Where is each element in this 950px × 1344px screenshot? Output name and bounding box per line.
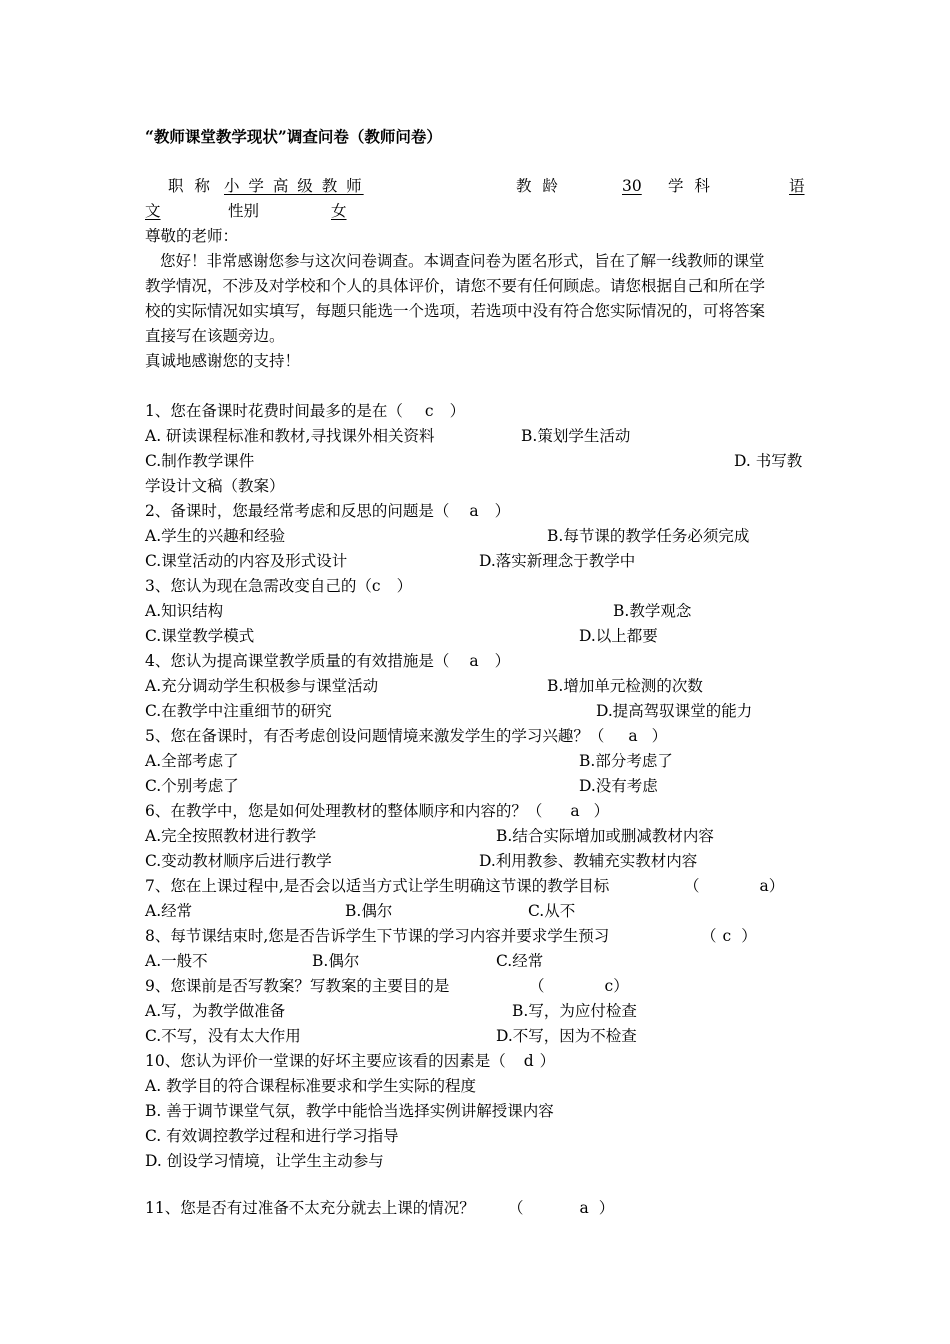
xueke-field-cont[interactable] <box>145 201 225 221</box>
q8-option-c: C.经常 <box>496 952 544 970</box>
question-9: 9、您课前是否写教案？写教案的主要目的是 <box>145 977 450 995</box>
q5-option-a: A.全部考虑了 <box>145 752 239 770</box>
q10-option-c: C. 有效调控教学过程和进行学习指导 <box>145 1127 399 1145</box>
question-4: 4、您认为提高课堂教学质量的有效措施是（ a ） <box>145 652 511 670</box>
intro-line: 直接写在该题旁边。 <box>145 327 285 345</box>
intro-line: 您好！非常感谢您参与这次问卷调查。本调查问卷为匿名形式，旨在了解一线教师的课堂 <box>160 252 765 270</box>
zhicheng-field[interactable] <box>210 176 512 196</box>
q4-option-a: A.充分调动学生积极参与课堂活动 <box>145 677 379 695</box>
q4-option-c: C.在教学中注重细节的研究 <box>145 702 332 720</box>
xueke-label: 学 科 <box>668 177 713 195</box>
answer-9: c <box>604 977 614 995</box>
intro-line: 校的实际情况如实填写，每题只能选一个选项，若选项中没有符合您实际情况的，可将答案 <box>145 302 766 320</box>
q2-option-b: B.每节课的教学任务必须完成 <box>547 527 750 545</box>
q2-option-a: A.学生的兴趣和经验 <box>145 527 286 545</box>
q1-option-b: B.策划学生活动 <box>521 427 631 445</box>
question-7: 7、您在上课过程中,是否会以适当方式让学生明确这节课的教学目标 <box>145 877 610 895</box>
answer-5: a <box>628 727 638 745</box>
q10-option-b: B. 善于调节课堂气氛，教学中能恰当选择实例讲解授课内容 <box>145 1102 554 1120</box>
answer-8: c <box>722 927 732 945</box>
xueke-field[interactable] <box>707 176 807 196</box>
q5-option-c: C.个别考虑了 <box>145 777 239 795</box>
q5-option-d: D.没有考虑 <box>579 777 658 795</box>
question-11: 11、您是否有过准备不太充分就去上课的情况？ <box>145 1199 475 1217</box>
page-title: “教师课堂教学现状”调查问卷（教师问卷） <box>145 127 442 146</box>
q9-option-b: B.写，为应付检查 <box>512 1002 637 1020</box>
q2-option-d: D.落实新理念于教学中 <box>479 552 636 570</box>
q7-option-c: C.从不 <box>528 902 576 920</box>
q1-option-d-cont: 学设计文稿（教案） <box>145 477 285 495</box>
zhicheng-value: 小 学 高 级 教 师 <box>224 177 364 195</box>
zhicheng-label: 职 称 <box>168 177 213 195</box>
intro-line: 教学情况，不涉及对学校和个人的具体评价，请您不要有任何顾虑。请您根据自己和所在学 <box>145 277 766 295</box>
thanks-line: 真诚地感谢您的支持！ <box>145 352 301 370</box>
q3-option-b: B.教学观念 <box>613 602 692 620</box>
question-5: 5、您在备课时，有否考虑创设问题情境来激发学生的学习兴趣？（ a ） <box>145 727 668 745</box>
xingbie-label: 性别 <box>228 202 260 220</box>
answer-7: a <box>759 877 769 895</box>
question-10: 10、您认为评价一堂课的好坏主要应该看的因素是（ d ） <box>145 1052 556 1070</box>
question-6: 6、在教学中，您是如何处理教材的整体顺序和内容的？（ a ） <box>145 802 610 820</box>
q6-option-c: C.变动教材顺序后进行教学 <box>145 852 332 870</box>
q2-option-c: C.课堂活动的内容及形式设计 <box>145 552 348 570</box>
answer-11: a <box>579 1199 589 1217</box>
answer-2: a <box>469 502 479 520</box>
q6-option-d: D.利用教参、教辅充实教材内容 <box>479 852 698 870</box>
answer-10: d <box>523 1052 534 1070</box>
question-8: 8、每节课结束时,您是否告诉学生下节课的学习内容并要求学生预习 <box>145 927 610 945</box>
q3-option-a: A.知识结构 <box>145 602 224 620</box>
q9-option-c: C.不写，没有太大作用 <box>145 1027 301 1045</box>
question-3: 3、您认为现在急需改变自己的（c ） <box>145 577 413 595</box>
q4-option-b: B.增加单元检测的次数 <box>547 677 703 695</box>
q10-option-d: D. 创设学习情境，让学生主动参与 <box>145 1152 384 1170</box>
jiaoling-value: 30 <box>622 177 642 195</box>
answer-7-box: （ a） <box>684 877 785 895</box>
q10-option-a: A. 教学目的符合课程标准要求和学生实际的程度 <box>145 1077 477 1095</box>
xingbie-value: 女 <box>331 202 347 220</box>
jiaoling-label: 教 龄 <box>516 177 561 195</box>
q9-option-a: A.写，为教学做准备 <box>145 1002 286 1020</box>
answer-9-box: （ c） <box>529 977 629 995</box>
q4-option-d: D.提高驾驭课堂的能力 <box>596 702 753 720</box>
answer-4: a <box>469 652 479 670</box>
q8-option-a: A.一般不 <box>145 952 208 970</box>
q6-option-a: A.完全按照教材进行教学 <box>145 827 317 845</box>
question-1: 1、您在备课时花费时间最多的是在（ c ） <box>145 402 466 420</box>
answer-1: c <box>424 402 434 420</box>
q3-option-d: D.以上都要 <box>579 627 658 645</box>
q1-option-c: C.制作教学课件 <box>145 452 255 470</box>
q8-option-b: B.偶尔 <box>312 952 360 970</box>
q5-option-b: B.部分考虑了 <box>579 752 673 770</box>
q7-option-b: B.偶尔 <box>345 902 393 920</box>
xueke-value-part2: 文 <box>145 202 161 220</box>
q1-option-a: A. 研读课程标准和教材,寻找课外相关资料 <box>145 427 435 445</box>
question-2: 2、备课时，您最经常考虑和反思的问题是（ a ） <box>145 502 511 520</box>
q6-option-b: B.结合实际增加或删减教材内容 <box>496 827 714 845</box>
answer-11-box: （ a ） <box>508 1199 615 1217</box>
xueke-value-part1: 语 <box>789 177 805 195</box>
q9-option-d: D.不写，因为不检查 <box>496 1027 637 1045</box>
jiaoling-field[interactable] <box>556 176 664 196</box>
answer-6: a <box>570 802 580 820</box>
q1-option-d: D. 书写教 <box>734 452 803 470</box>
greeting: 尊敬的老师： <box>145 227 239 245</box>
q3-option-c: C.课堂教学模式 <box>145 627 255 645</box>
answer-3: c <box>371 577 381 595</box>
q7-option-a: A.经常 <box>145 902 193 920</box>
xingbie-field[interactable] <box>262 201 412 221</box>
answer-8-box: （ c ） <box>701 927 757 945</box>
